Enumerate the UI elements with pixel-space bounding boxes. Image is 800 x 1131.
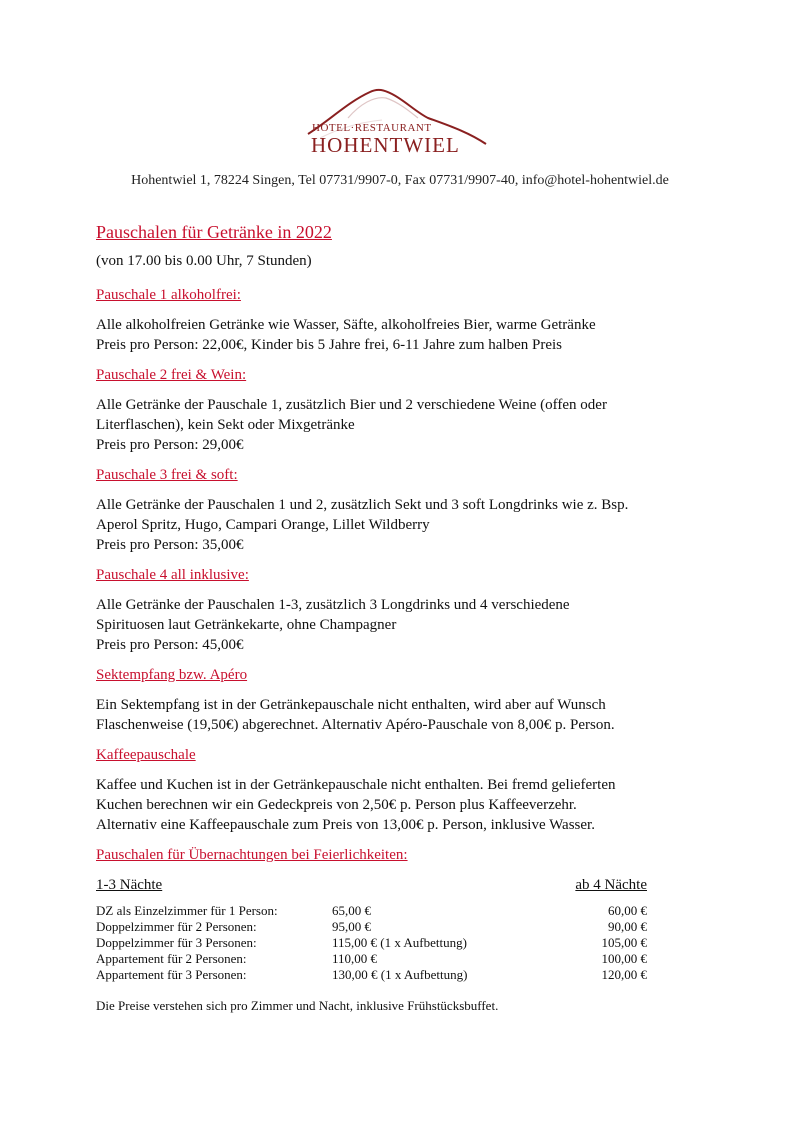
column-header-1-3-naechte: 1-3 Nächte [96, 877, 163, 893]
table-row [96, 903, 647, 919]
rooms-price-table [96, 903, 647, 983]
column-header-ab-4-naechte: ab 4 Nächte [575, 877, 647, 893]
text-line: Alle Getränke der Pauschalen 1 und 2, zusätzlich Sekt und 3 soft Longdrinks wie z. Bsp. [96, 497, 629, 513]
hotel-logo [300, 82, 490, 162]
room-name: Appartement für 2 Personen: [96, 951, 247, 966]
text-line: Preis pro Person: 29,00€ [96, 437, 244, 453]
text-line: Alle Getränke der Pauschale 1, zusätzlich Bier und 2 verschiedene Weine (offen oder [96, 397, 607, 413]
section-pauschale-4 [96, 565, 736, 655]
text-line: Flaschenweise (19,50€) abgerechnet. Alternativ Apéro-Pauschale von 8,00€ p. Person. [96, 717, 615, 733]
text-line: Alle Getränke der Pauschalen 1-3, zusätzlich 3 Longdrinks und 4 verschiedene [96, 597, 570, 613]
text-line: Spirituosen laut Getränkekarte, ohne Champagner [96, 617, 397, 633]
price-short-stay: 115,00 € (1 x Aufbettung) [332, 935, 467, 950]
text-line: Preis pro Person: 35,00€ [96, 537, 244, 553]
section-heading: Pauschale 4 all inklusive: [96, 567, 249, 583]
section-pauschale-1 [96, 285, 736, 355]
contact-address: Hohentwiel 1, 78224 Singen, Tel 07731/9907-0, Fax 07731/9907-40, info@hotel-hohentwiel.de [131, 173, 669, 188]
rooms-column-headers [96, 875, 647, 895]
text-line: Preis pro Person: 45,00€ [96, 637, 244, 653]
logo-title: HOHENTWIEL [311, 133, 460, 157]
document-body [96, 220, 736, 1014]
price-short-stay: 65,00 € [332, 903, 371, 918]
section-text [96, 395, 736, 455]
section-uebernachtungen [96, 845, 736, 1014]
table-row [96, 935, 647, 951]
section-heading: Pauschalen für Übernachtungen bei Feierlichkeiten: [96, 847, 408, 863]
text-line: Aperol Spritz, Hugo, Campari Orange, Lillet Wildberry [96, 517, 430, 533]
section-heading: Pauschale 2 frei & Wein: [96, 367, 247, 383]
price-long-stay: 120,00 € [601, 967, 647, 982]
section-pauschale-2 [96, 365, 736, 455]
text-line: Alternativ eine Kaffeepauschale zum Preis von 13,00€ p. Person, inklusive Wasser. [96, 817, 595, 833]
price-long-stay: 100,00 € [601, 951, 647, 966]
section-heading: Kaffeepauschale [96, 747, 196, 763]
rooms-footnote: Die Preise verstehen sich pro Zimmer und Nacht, inklusive Frühstücksbuffet. [96, 998, 499, 1013]
room-name: Appartement für 3 Personen: [96, 967, 247, 982]
page-subtitle: (von 17.00 bis 0.00 Uhr, 7 Stunden) [96, 253, 312, 269]
table-row [96, 967, 647, 983]
section-text [96, 315, 736, 355]
room-name: Doppelzimmer für 3 Personen: [96, 935, 257, 950]
section-text [96, 495, 736, 555]
room-name: Doppelzimmer für 2 Personen: [96, 919, 257, 934]
section-kaffeepauschale [96, 745, 736, 835]
text-line: Preis pro Person: 22,00€, Kinder bis 5 Jahre frei, 6-11 Jahre zum halben Preis [96, 337, 563, 353]
table-row [96, 919, 647, 935]
price-long-stay: 60,00 € [608, 903, 647, 918]
price-long-stay: 105,00 € [601, 935, 647, 950]
room-name: DZ als Einzelzimmer für 1 Person: [96, 903, 278, 918]
price-short-stay: 110,00 € [332, 951, 378, 966]
text-line: Kaffee und Kuchen ist in der Getränkepauschale nicht enthalten. Bei fremd gelieferten [96, 777, 616, 793]
text-line: Alle alkoholfreien Getränke wie Wasser, Säfte, alkoholfreies Bier, warme Getränke [96, 317, 596, 333]
price-short-stay: 130,00 € (1 x Aufbettung) [332, 967, 468, 982]
section-heading: Pauschale 3 frei & soft: [96, 467, 238, 483]
page-title: Pauschalen für Getränke in 2022 [96, 222, 332, 242]
price-short-stay: 95,00 € [332, 919, 371, 934]
text-line: Literflaschen), kein Sekt oder Mixgetränke [96, 417, 355, 433]
text-line: Ein Sektempfang ist in der Getränkepauschale nicht enthalten, wird aber auf Wunsch [96, 697, 606, 713]
logo-subtitle: HOTEL·RESTAURANT [312, 122, 432, 134]
price-long-stay: 90,00 € [608, 919, 647, 934]
section-heading: Sektempfang bzw. Apéro [96, 667, 248, 683]
section-heading: Pauschale 1 alkoholfrei: [96, 287, 241, 303]
section-sektempfang [96, 665, 736, 735]
section-text [96, 775, 736, 835]
section-pauschale-3 [96, 465, 736, 555]
section-text [96, 595, 736, 655]
table-row [96, 951, 647, 967]
text-line: Kuchen berechnen wir ein Gedeckpreis von 2,50€ p. Person plus Kaffeeverzehr. [96, 797, 577, 813]
section-text [96, 695, 736, 735]
